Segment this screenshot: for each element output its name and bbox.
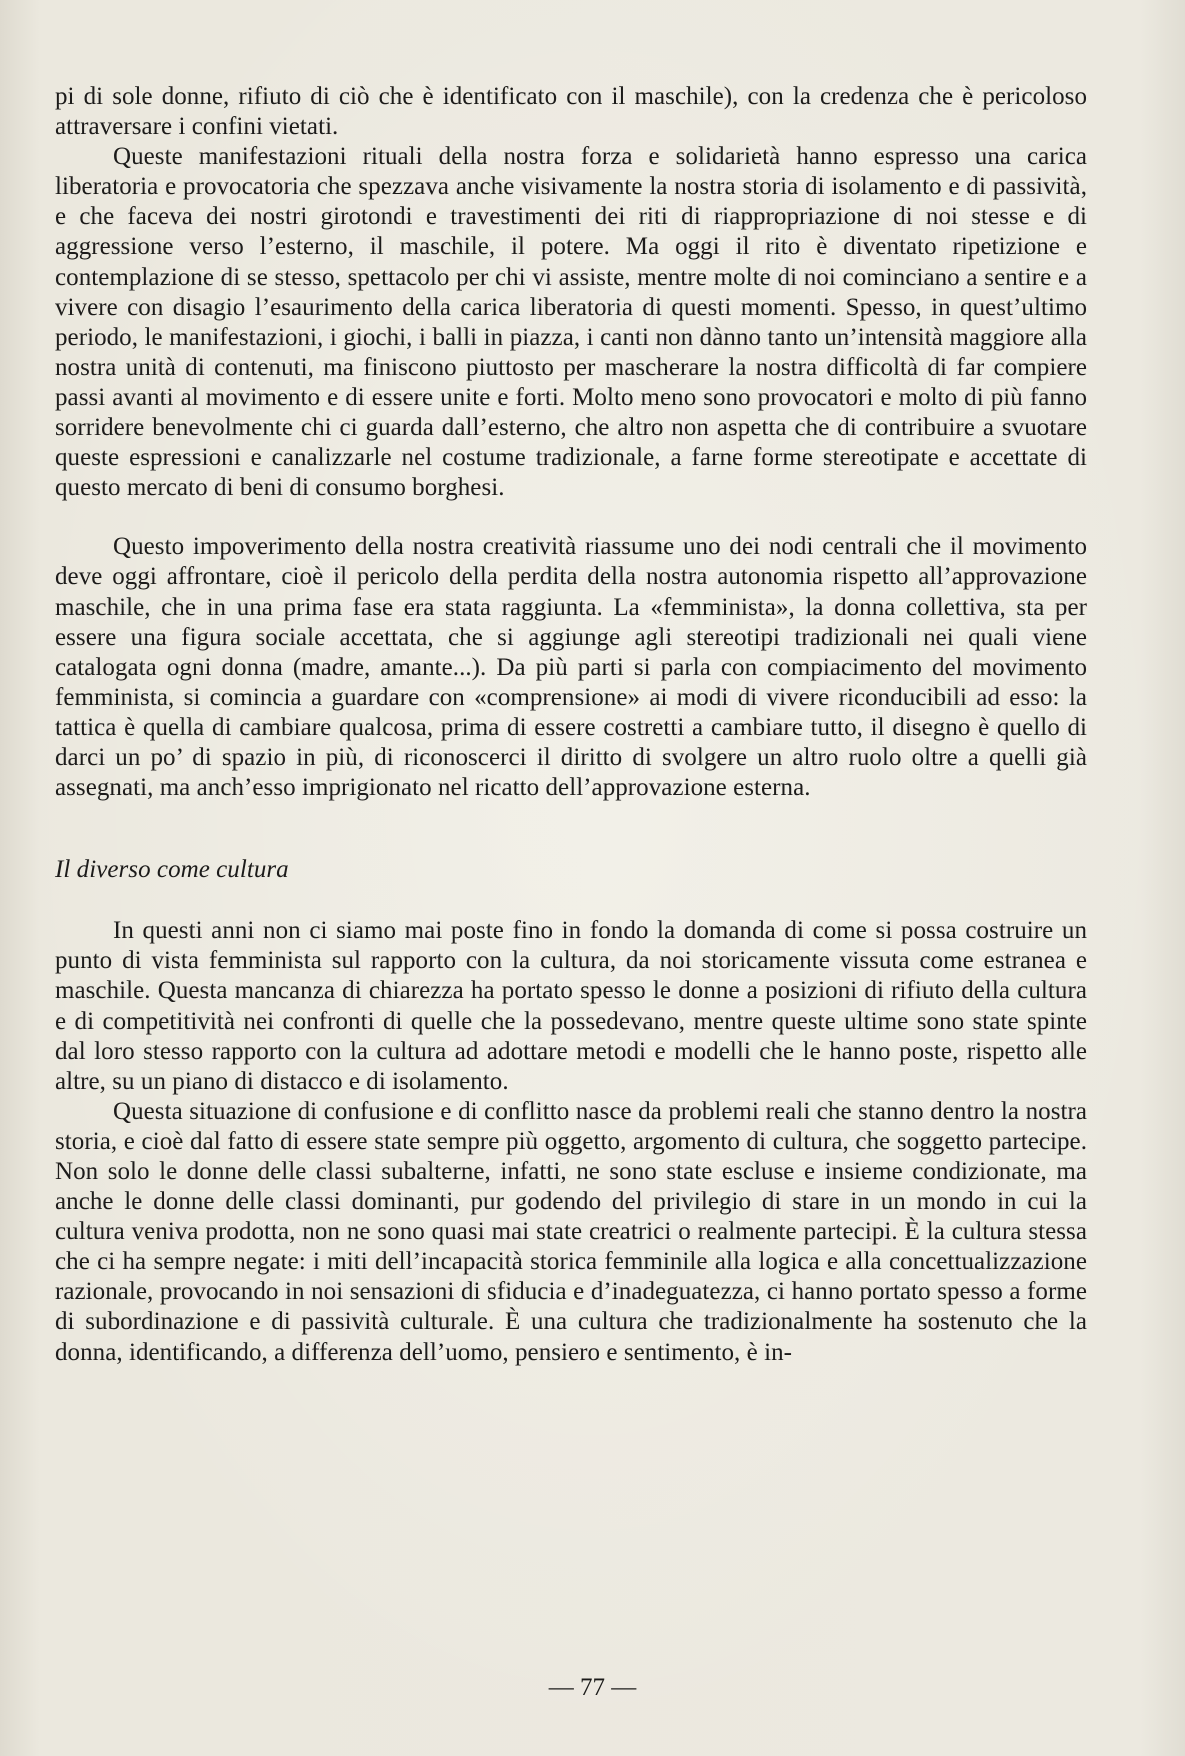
paragraph-conflict: Questa situazione di confusione e di conflitto nasce da problemi reali che stanno dentro la nostra storia, e cioè dal fatto di essere state sempre più oggetto, argomento di cultura, che soggetto partecipe. Non solo le donne delle classi subalterne, infatti, ne sono state escluse e insieme condizionate, ma anche le donne delle classi dominanti, pur godendo del privilegio di stare in un mondo in cui la cultura veniva prodotta, non ne sono quasi mai state creatrici o realmente partecipi. È la cultura stessa che ci ha sempre negate: i miti dell’incapacità storica femminile alla logica e alla concettualizzazione razionale, provocando in noi sensazioni di sfiducia e d’inadeguatezza, ci hanno portato spesso a forme di subordinazione e di passività culturale. È una cultura che tradizionalmente ha sostenuto che la donna, identificando, a differenza dell’uomo, pensiero e sentimento, è in-	[55, 1097, 1087, 1366]
body-text	[55, 82, 1087, 1368]
section-heading: Il diverso come cultura	[55, 856, 289, 884]
paragraph-continued: pi di sole donne, rifiuto di ciò che è identificato con il maschile), con la credenza che è pericoloso attraversare i confini vietati.	[55, 83, 1087, 141]
paragraph-culture: In questi anni non ci siamo mai poste fino in fondo la domanda di come si possa costruire un punto di vista femminista sul rapporto con la cultura, da noi storicamente vissuta come estranea e maschile. Questa mancanza di chiarezza ha portato spesso le donne a posizioni di rifiuto della cultura e di competitività nei confronti di quelle che la possedevano, mentre queste ultime sono state spinte dal loro stesso rapporto con la cultura ad adottare metodi e modelli che le hanno poste, rispetto alle altre, su un piano di distacco e di isolamento.	[55, 917, 1087, 1095]
paragraph-rituals: Queste manifestazioni rituali della nostra forza e solidarietà hanno espresso una carica liberatoria e provocatoria che spezzava anche visivamente la nostra storia di isolamento e di passività, e che faceva dei nostri girotondi e travestimenti dei riti di riappropriazione di noi stesse e di aggressione verso l’esterno, il maschile, il potere. Ma oggi il rito è diventato ripetizione e contemplazione di se stesso, spettacolo per chi vi assiste, mentre molte di noi cominciano a sentire e a vivere con disagio l’esaurimento della carica liberatoria di questi momenti. Spesso, in quest’ultimo periodo, le manifestazioni, i giochi, i balli in piazza, i canti non dànno tanto un’intensità maggiore alla nostra unità di contenuti, ma finiscono piuttosto per mascherare la nostra difficoltà di far compiere passi avanti al movimento e di essere unite e forti. Molto meno sono provocatori e molto di più fanno sorridere benevolmente chi ci guarda dall’esterno, che altro non aspetta che di contribuire a svuotare queste espressioni e canalizzarle nel costume tradizionale, a farne forme stereotipate e accettate di questo mercato di beni di consumo borghesi.	[55, 143, 1087, 502]
page-number: — 77 —	[548, 1674, 637, 1701]
paragraph-impoverishment: Questo impoverimento della nostra creatività riassume uno dei nodi centrali che il movimento deve oggi affrontare, cioè il pericolo della perdita della nostra autonomia rispetto all’approvazione maschile, che in una prima fase era stata raggiunta. La «femminista», la donna collettiva, sta per essere una figura sociale accettata, che si aggiunge agli stereotipi tradizionali nei quali viene catalogata ogni donna (madre, amante...). Da più parti si parla con compiacimento del movimento femminista, si comincia a guardare con «comprensione» ai modi di vivere riconducibili ad esso: la tattica è quella di cambiare qualcosa, prima di essere costretti a cambiare tutto, il disegno è quello di darci un po’ di spazio in più, di riconoscerci il diritto di svolgere un altro ruolo oltre a quelli già assegnati, ma anch’esso imprigionato nel ricatto dell’approvazione esterna.	[55, 533, 1087, 802]
